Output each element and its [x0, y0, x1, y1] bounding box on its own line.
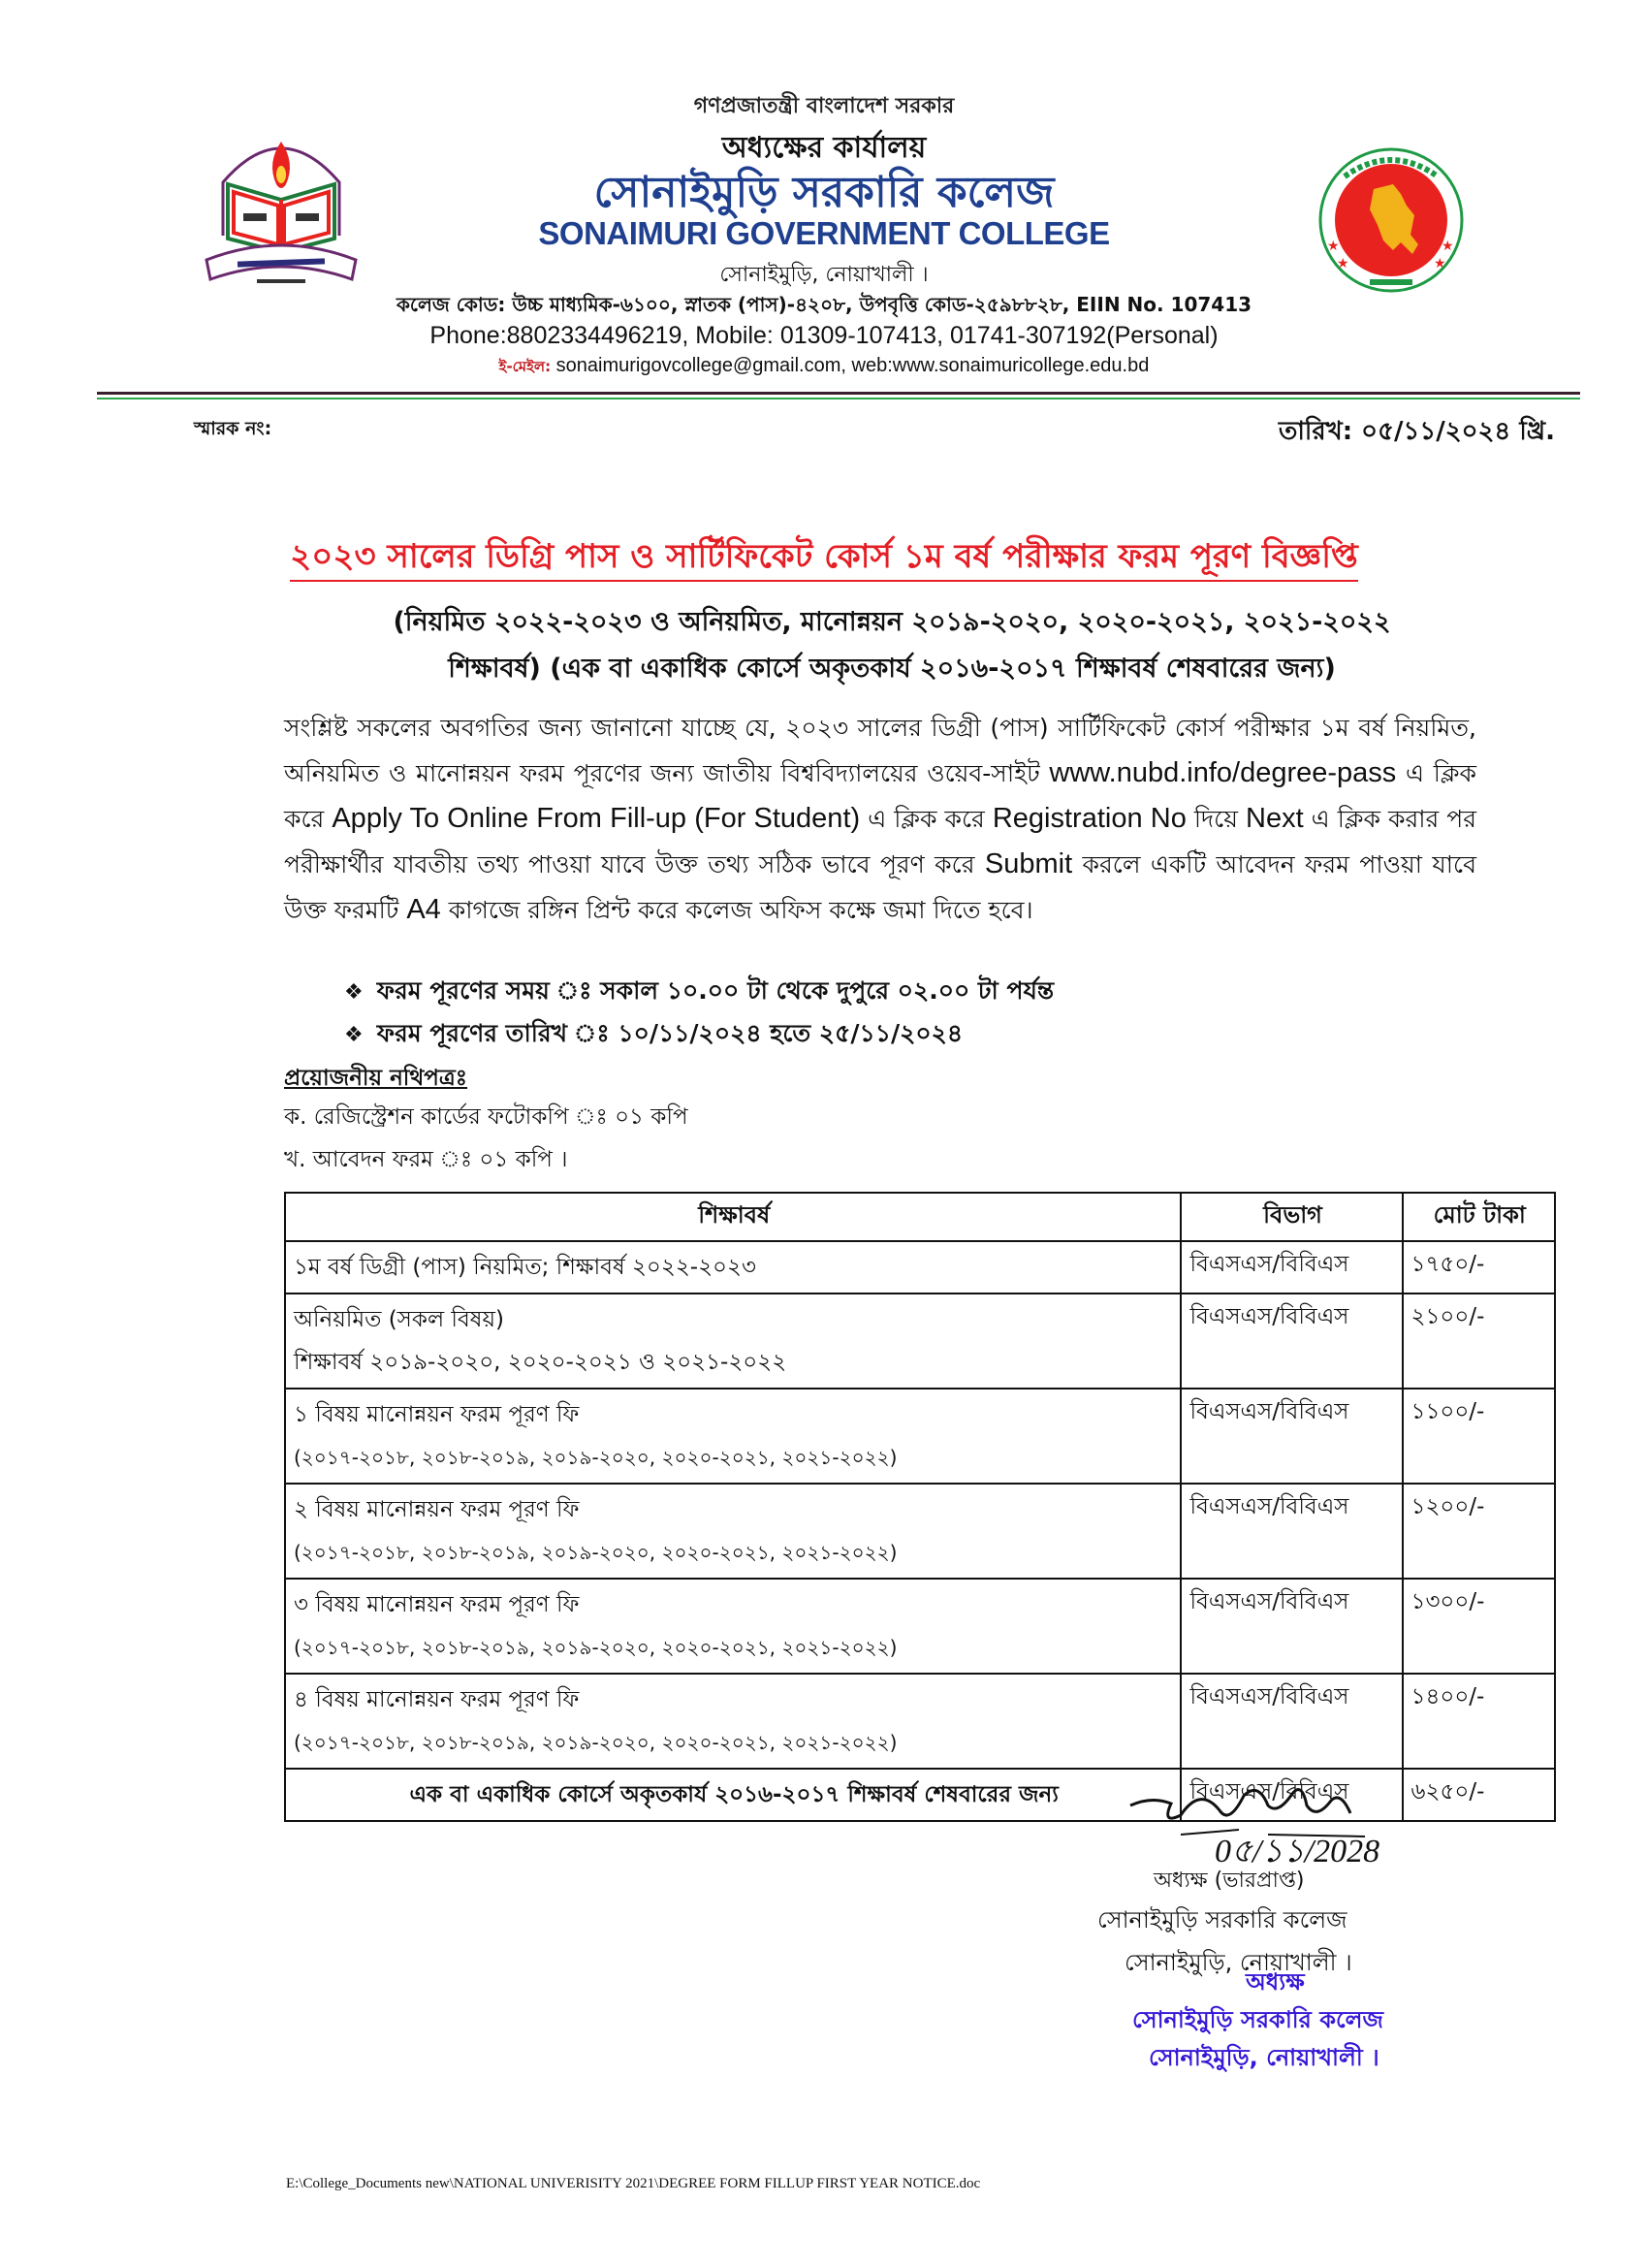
svg-text:0৫/১১/2028: 0৫/১১/2028: [1215, 1834, 1380, 1869]
department-cell: বিএসএস/বিবিএস: [1181, 1294, 1402, 1389]
session-cell: [285, 1294, 1181, 1389]
notice-title: [0, 531, 1648, 587]
amount-cell: ১৩০০/-: [1403, 1579, 1555, 1674]
svg-text:★: ★: [1442, 239, 1454, 254]
table-header-row: [285, 1193, 1555, 1241]
submit-text: Submit: [984, 848, 1073, 879]
table-row: [285, 1389, 1555, 1484]
amount-cell: ২১০০/-: [1403, 1294, 1555, 1389]
stamp-location: সোনাইমুড়ি, নোয়াখালী ।: [1149, 2044, 1379, 2071]
session-cell: [285, 1674, 1181, 1769]
column-header-total-fee: মোট টাকা: [1403, 1193, 1555, 1241]
body-text: এ ক্লিক করে: [284, 759, 1476, 833]
required-documents-heading: প্রয়োজনীয় নথিপত্রঃ: [284, 1066, 468, 1091]
signatory-location: সোনাইমুড়ি, নোয়াখালী ।: [1125, 1949, 1352, 1976]
session-years: শিক্ষাবর্ষ ২০১৯-২০২০, ২০২০-২০২১ ও ২০২১-২০২২: [294, 1350, 787, 1375]
session-line: ২ বিষয় মানোন্নয়ন ফরম পূরণ ফি: [294, 1497, 580, 1522]
department-cell: বিএসএস/বিবিএস: [1181, 1579, 1402, 1674]
subtitle-line-1: (নিয়মিত ২০২২-২০২৩ ও অনিয়মিত, মানোন্নয়ন ২০১৯-২০২০, ২০২০-২০২১, ২০২১-২০২২: [393, 607, 1391, 637]
memo-number-label: স্মারক নং:: [194, 418, 272, 439]
document-item: ক. রেজিস্ট্রেশন কার্ডের ফটোকপি ঃ ০১ কপি: [284, 1104, 688, 1130]
stamp-college: সোনাইমুড়ি সরকারি কলেজ: [1132, 2006, 1384, 2033]
session-cell: [285, 1769, 1181, 1821]
session-cell: [285, 1389, 1181, 1484]
subtitle-line-2: শিক্ষাবর্ষ) (এক বা একাধিক কোর্সে অকৃতকার্য ২০১৬-২০১৭ শিক্ষাবর্ষ শেষবারের জন্য): [448, 654, 1336, 684]
session-years: (২০১৭-২০১৮, ২০১৮-২০১৯, ২০১৯-২০২০, ২০২০-২০২১, ২০২১-২০২২): [294, 1731, 898, 1754]
bullet-text: ফরম পূরণের তারিখ ঃ ১০/১১/২০২৪ হতে ২৫/১১/২০২৪: [376, 1019, 964, 1047]
table-row: [285, 1579, 1555, 1674]
session-years: (২০১৭-২০১৮, ২০১৮-২০১৯, ২০১৯-২০২০, ২০২০-২০২১, ২০২১-২০২২): [294, 1446, 898, 1469]
body-text: এ ক্লিক করে: [860, 805, 993, 833]
body-text: দিয়ে: [1186, 805, 1246, 833]
notice-title-text: ২০২৩ সালের ডিগ্রি পাস ও সার্টিফিকেট কোর্স ১ম বর্ষ পরীক্ষার ফরম পূরণ বিজ্ঞপ্তি: [290, 537, 1358, 582]
stamp-role: অধ্যক্ষ: [1246, 1968, 1305, 1996]
registration-no-text: Registration No: [992, 803, 1187, 834]
college-location: সোনাইমুড়ি, নোয়াখালী ।: [719, 263, 929, 287]
session-cell: [285, 1579, 1181, 1674]
session-years: (২০১৭-২০১৮, ২০১৮-২০১৯, ২০১৯-২০২০, ২০২০-২০২১, ২০২১-২০২২): [294, 1541, 898, 1564]
session-cell: [285, 1484, 1181, 1579]
table-row: [285, 1484, 1555, 1579]
college-name-english: SONAIMURI GOVERNMENT COLLEGE: [538, 215, 1110, 251]
college-name-bengali: সোনাইমুড়ি সরকারি কলেজ: [593, 168, 1055, 217]
department-cell: বিএসএস/বিবিএস: [1181, 1389, 1402, 1484]
table-row: [285, 1294, 1555, 1389]
department-cell: বিএসএস/বিবিএস: [1181, 1674, 1402, 1769]
bullet-form-time: [344, 972, 1054, 1013]
government-heading: গণপ্রজাতন্ত্রী বাংলাদেশ সরকার: [693, 94, 955, 118]
college-codes: কলেজ কোড: উচ্চ মাধ্যমিক-৬১০০, স্নাতক (পাস)-৪২০৮, উপবৃত্তি কোড-২৫৯৮৮২৮, EIIN No. 107413: [396, 293, 1252, 316]
next-text: Next: [1246, 803, 1304, 834]
a4-text: A4: [406, 894, 441, 925]
body-text: কাগজে রঙ্গিন প্রিন্ট করে কলেজ অফিস কক্ষে জমা দিতে হবে।: [440, 896, 1033, 924]
amount-cell: ৬২৫০/-: [1403, 1769, 1555, 1821]
signatory-role: অধ্যক্ষ (ভারপ্রাপ্ত): [1154, 1869, 1305, 1893]
notice-date: তারিখ: ০৫/১১/২০২৪ খ্রি.: [1278, 417, 1555, 446]
nu-website-url: www.nubd.info/degree-pass: [1049, 757, 1397, 788]
body-text: করলে একটি আবেদন ফরম পাওয়া যাবে উক্ত ফরমটি: [284, 850, 1476, 924]
body-text: এ ক্লিক করার পর পরীক্ষার্থীর যাবতীয় তথ্য পাওয়া যাবে উক্ত তথ্য সঠিক ভাবে পূরণ করে: [284, 805, 1477, 878]
bullet-form-dates: [344, 1014, 963, 1056]
email-label: ই-মেইল:: [498, 358, 552, 375]
signatory-college: সোনাইমুড়ি সরকারি কলেজ: [1097, 1906, 1347, 1933]
diamond-bullet-icon: ❖: [344, 980, 364, 1005]
document-file-path: E:\College_Documents new\NATIONAL UNIVERISITY 2021\DEGREE FORM FILLUP FIRST YEAR NOTICE.doc: [286, 2176, 981, 2191]
column-header-session: শিক্ষাবর্ষ: [285, 1193, 1181, 1241]
session-line: ১ বিষয় মানোন্নয়ন ফরম পূরণ ফি: [294, 1402, 580, 1427]
header-divider-green: [97, 398, 1580, 399]
fee-table: [284, 1192, 1556, 1822]
bullet-text: ফরম পূরণের সময় ঃ সকাল ১০.০০ টা থেকে দুপুরে ০২.০০ টা পর্যন্ত: [376, 976, 1055, 1005]
amount-cell: ১২০০/-: [1403, 1484, 1555, 1579]
table-row: [285, 1241, 1555, 1294]
body-text: সংশ্লিষ্ট সকলের অবগতির জন্য জানানো যাচ্ছে যে, ২০২৩ সালের ডিগ্রী (পাস) সার্টিফিকেট কোর্স পরীক্ষার ১ম বর্ষ নিয়মিত, অনিয়মিত ও মানোন্নয়ন ফরম পূরণের জন্য জাতীয় বিশ্ববিদ্যালয়ের ওয়েব-সাইট: [284, 714, 1476, 787]
apply-online-text: Apply To Online From Fill-up (For Student): [332, 803, 861, 834]
diamond-bullet-icon: ❖: [344, 1023, 364, 1047]
document-item: খ. আবেদন ফরম ঃ ০১ কপি ।: [284, 1147, 568, 1172]
notice-body-paragraph: [284, 706, 1476, 933]
header-divider-dark: [97, 392, 1580, 395]
department-cell: বিএসএস/বিবিএস: [1181, 1241, 1402, 1294]
notice-subtitle: [320, 599, 1464, 692]
session-line: অনিয়মিত (সকল বিষয়): [294, 1307, 504, 1332]
session-line: এক বা একাধিক কোর্সে অকৃতকার্য ২০১৬-২০১৭ শিক্ষাবর্ষ শেষবারের জন্য: [409, 1782, 1059, 1807]
email-web-text: sonaimurigovcollege@gmail.com, web:www.sonaimuricollege.edu.bd: [551, 355, 1150, 376]
department-cell: বিএসএস/বিবিএস: [1181, 1484, 1402, 1579]
svg-text:★: ★: [1434, 256, 1446, 272]
contact-phone: Phone:8802334496219, Mobile: 01309-107413, 01741-307192(Personal): [429, 322, 1219, 349]
svg-text:★: ★: [1327, 239, 1340, 254]
contact-email-web: [320, 355, 1328, 380]
session-line: ১ম বর্ষ ডিগ্রী (পাস) নিয়মিত; শিক্ষাবর্ষ ২০২২-২০২৩: [294, 1255, 756, 1280]
session-line: ৪ বিষয় মানোন্নয়ন ফরম পূরণ ফি: [294, 1687, 580, 1712]
department-cell: বিএসএস/বিবিএস: [1181, 1769, 1402, 1821]
column-header-department: বিভাগ: [1181, 1193, 1402, 1241]
amount-cell: ১৪০০/-: [1403, 1674, 1555, 1769]
amount-cell: ১১০০/-: [1403, 1389, 1555, 1484]
office-heading: অধ্যক্ষের কার্যালয়: [721, 131, 927, 165]
session-cell: [285, 1241, 1181, 1294]
table-row: [285, 1674, 1555, 1769]
svg-text:★: ★: [1337, 256, 1349, 272]
amount-cell: ১৭৫০/-: [1403, 1241, 1555, 1294]
session-line: ৩ বিষয় মানোন্নয়ন ফরম পূরণ ফি: [294, 1592, 580, 1617]
session-years: (২০১৭-২০১৮, ২০১৮-২০১৯, ২০১৯-২০২০, ২০২০-২০২১, ২০২১-২০২২): [294, 1636, 898, 1659]
